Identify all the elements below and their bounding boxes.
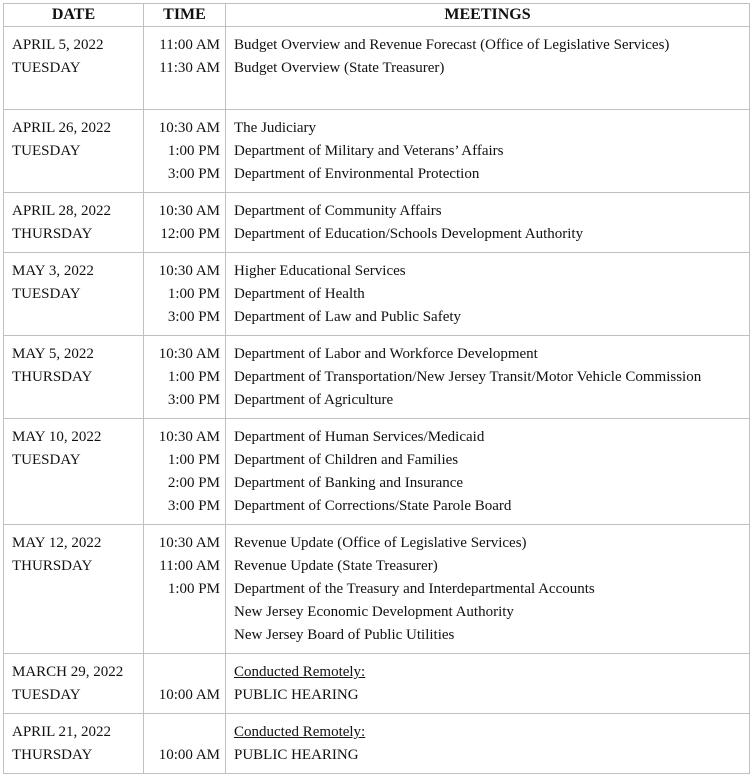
table-row — [4, 253, 750, 336]
meeting-weekday: TUESDAY — [12, 687, 81, 703]
date-cell-content — [4, 193, 143, 252]
time-cell-content — [144, 336, 225, 418]
date-cell — [4, 336, 144, 419]
meeting-time: 12:00 PM — [160, 226, 220, 242]
meeting-time: 10:30 AM — [158, 346, 220, 362]
table-row — [4, 654, 750, 714]
meeting-item: Higher Educational Services — [234, 263, 406, 279]
meeting-item: Revenue Update (State Treasurer) — [234, 558, 438, 574]
meeting-time: 1:00 PM — [167, 581, 220, 597]
meeting-time: 2:00 PM — [167, 475, 220, 491]
meeting-weekday: TUESDAY — [12, 452, 81, 468]
meetings-cell-content — [226, 193, 749, 252]
date-cell — [4, 253, 144, 336]
meetings-cell-content — [226, 714, 749, 773]
meetings-cell — [226, 654, 750, 714]
meeting-time: 10:30 AM — [158, 203, 220, 219]
meeting-time — [144, 601, 225, 624]
time-cell — [144, 110, 226, 193]
meeting-time: 11:00 AM — [159, 37, 220, 53]
meeting-schedule-table — [3, 3, 750, 774]
time-cell-content — [144, 419, 225, 524]
meeting-item: Budget Overview and Revenue Forecast (Office of Legislative Services) — [234, 37, 670, 53]
meeting-item: Department of Environmental Protection — [234, 166, 480, 182]
meeting-item: Budget Overview (State Treasurer) — [234, 60, 445, 76]
table-row — [4, 336, 750, 419]
meeting-time: 3:00 PM — [167, 309, 220, 325]
meeting-item: Revenue Update (Office of Legislative Services) — [234, 535, 527, 551]
meeting-time: 10:30 AM — [158, 429, 220, 445]
meeting-note: Conducted Remotely: — [234, 724, 366, 740]
date-cell-content — [4, 27, 143, 86]
meeting-time: 10:30 AM — [158, 263, 220, 279]
time-cell-content — [144, 110, 225, 192]
meeting-item: New Jersey Economic Development Authority — [234, 604, 514, 620]
date-cell — [4, 110, 144, 193]
header-row — [4, 4, 750, 27]
meeting-time: 10:30 AM — [158, 120, 220, 136]
meetings-cell-content — [226, 110, 749, 192]
meeting-item: Department of Children and Families — [234, 452, 459, 468]
date-cell — [4, 654, 144, 714]
meeting-time: 10:30 AM — [158, 535, 220, 551]
meeting-item: Department of the Treasury and Interdepartmental Accounts — [234, 581, 595, 597]
meeting-time: 10:00 AM — [158, 687, 220, 703]
meeting-date: APRIL 28, 2022 — [12, 203, 112, 219]
time-cell-content — [144, 27, 225, 109]
meeting-date: APRIL 5, 2022 — [12, 37, 104, 53]
meeting-weekday: TUESDAY — [12, 60, 81, 76]
header-time: TIME — [144, 4, 226, 27]
meeting-time: 1:00 PM — [167, 452, 220, 468]
time-cell-content — [144, 654, 225, 713]
meeting-item: New Jersey Board of Public Utilities — [234, 627, 455, 643]
header-date: DATE — [4, 4, 144, 27]
meeting-time: 11:00 AM — [159, 558, 220, 574]
meetings-cell — [226, 336, 750, 419]
table-row — [4, 27, 750, 110]
meeting-item — [226, 80, 749, 103]
meeting-time — [144, 721, 225, 744]
meeting-item: PUBLIC HEARING — [234, 747, 359, 763]
meeting-date: MAY 10, 2022 — [12, 429, 102, 445]
meeting-item: Department of Education/Schools Development Authority — [234, 226, 584, 242]
meeting-date: MARCH 29, 2022 — [12, 664, 124, 680]
meeting-time — [144, 624, 225, 647]
header-meetings: MEETINGS — [226, 4, 750, 27]
time-cell — [144, 336, 226, 419]
meeting-time: 11:30 AM — [159, 60, 220, 76]
time-cell — [144, 419, 226, 525]
meetings-cell — [226, 253, 750, 336]
time-cell — [144, 654, 226, 714]
meeting-weekday: THURSDAY — [12, 558, 93, 574]
date-cell — [4, 27, 144, 110]
meeting-item: Department of Labor and Workforce Development — [234, 346, 538, 362]
meetings-cell — [226, 27, 750, 110]
meeting-item: PUBLIC HEARING — [234, 687, 359, 703]
meeting-time: 10:00 AM — [158, 747, 220, 763]
meeting-item: Department of Banking and Insurance — [234, 475, 464, 491]
meetings-cell-content — [226, 525, 749, 653]
date-cell — [4, 193, 144, 253]
date-cell-content — [4, 419, 143, 478]
time-cell — [144, 253, 226, 336]
meetings-cell — [226, 110, 750, 193]
meeting-item: Department of Health — [234, 286, 365, 302]
time-cell — [144, 27, 226, 110]
table-row — [4, 193, 750, 253]
meetings-cell — [226, 193, 750, 253]
time-cell — [144, 714, 226, 774]
meeting-item: Department of Human Services/Medicaid — [234, 429, 485, 445]
meeting-date: MAY 5, 2022 — [12, 346, 94, 362]
time-cell — [144, 193, 226, 253]
meetings-cell-content — [226, 654, 749, 713]
meetings-cell-content — [226, 253, 749, 335]
date-cell-content — [4, 525, 143, 584]
date-cell-content — [4, 110, 143, 169]
meeting-time: 3:00 PM — [167, 392, 220, 408]
schedule-body — [4, 27, 750, 774]
date-cell-content — [4, 654, 143, 713]
time-cell-content — [144, 253, 225, 335]
meeting-date: MAY 3, 2022 — [12, 263, 94, 279]
meeting-item: Department of Corrections/State Parole Board — [234, 498, 512, 514]
meeting-weekday: TUESDAY — [12, 143, 81, 159]
meetings-cell — [226, 419, 750, 525]
table-row — [4, 419, 750, 525]
meeting-time — [144, 661, 225, 684]
table-row — [4, 714, 750, 774]
date-cell — [4, 714, 144, 774]
date-cell-content — [4, 253, 143, 312]
meetings-cell-content — [226, 419, 749, 524]
time-cell-content — [144, 193, 225, 252]
meeting-weekday: TUESDAY — [12, 286, 81, 302]
meeting-time: 3:00 PM — [167, 166, 220, 182]
date-cell — [4, 525, 144, 654]
meetings-cell — [226, 714, 750, 774]
date-cell-content — [4, 714, 143, 773]
date-cell — [4, 419, 144, 525]
meeting-weekday: THURSDAY — [12, 747, 93, 763]
meeting-time: 1:00 PM — [167, 143, 220, 159]
table-row — [4, 525, 750, 654]
meetings-cell — [226, 525, 750, 654]
meeting-note: Conducted Remotely: — [234, 664, 366, 680]
meeting-item: Department of Transportation/New Jersey Transit/Motor Vehicle Commission — [234, 369, 702, 385]
meeting-time: 3:00 PM — [167, 498, 220, 514]
meeting-item: Department of Law and Public Safety — [234, 309, 462, 325]
meeting-date: APRIL 26, 2022 — [12, 120, 112, 136]
meeting-time — [144, 80, 225, 103]
meeting-time: 1:00 PM — [167, 369, 220, 385]
meeting-item: Department of Agriculture — [234, 392, 394, 408]
table-row — [4, 110, 750, 193]
meetings-cell-content — [226, 336, 749, 418]
meeting-weekday: THURSDAY — [12, 226, 93, 242]
time-cell-content — [144, 525, 225, 653]
meeting-date: APRIL 21, 2022 — [12, 724, 112, 740]
meeting-item: The Judiciary — [234, 120, 317, 136]
time-cell-content — [144, 714, 225, 773]
time-cell — [144, 525, 226, 654]
meeting-time: 1:00 PM — [167, 286, 220, 302]
meeting-date: MAY 12, 2022 — [12, 535, 102, 551]
meetings-cell-content — [226, 27, 749, 109]
meeting-item: Department of Military and Veterans’ Affairs — [234, 143, 504, 159]
meeting-item: Department of Community Affairs — [234, 203, 442, 219]
date-cell-content — [4, 336, 143, 395]
meeting-weekday: THURSDAY — [12, 369, 93, 385]
